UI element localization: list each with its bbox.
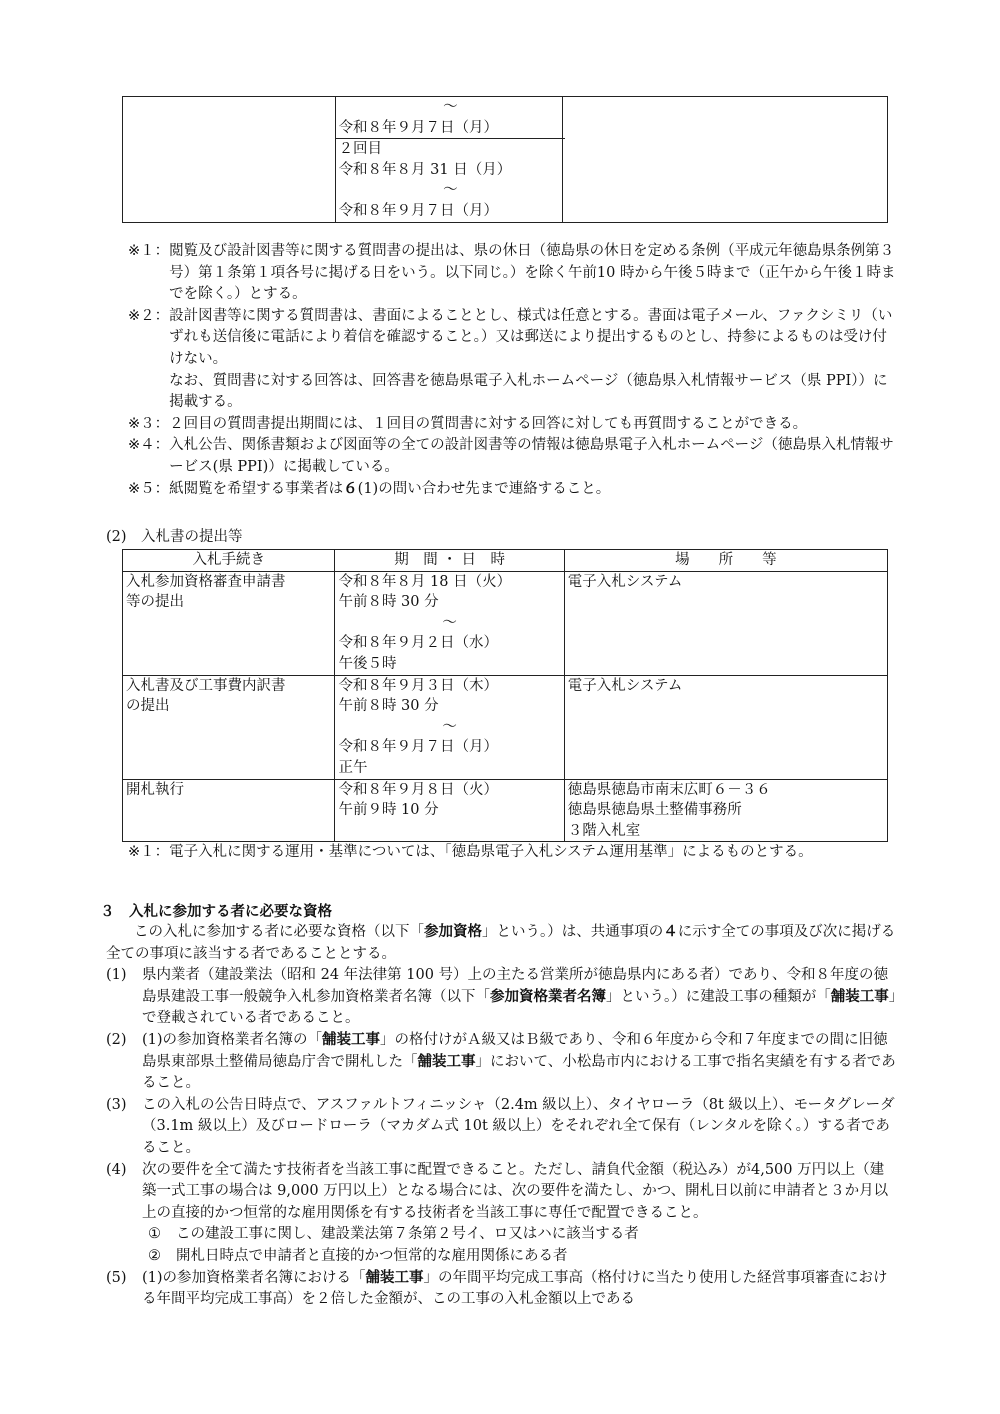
table-row bbox=[123, 571, 888, 675]
bid-submission-table bbox=[122, 549, 888, 842]
section-3-intro: この入札に参加する者に必要な資格（以下「参加資格」という。）は、共通事項の４に示す全ての事項及び次に掲げる全ての事項に該当する者であることとする。 bbox=[106, 924, 896, 962]
table1-period-cell bbox=[335, 97, 563, 223]
place-cell: 電子入札システム bbox=[564, 675, 887, 779]
note-3: ※３： ２回目の質問書提出期間には、１回目の質問書に対する回答に対しても再質問することができる。 bbox=[128, 415, 808, 432]
period-cell: 令和８年９月８日（火） 午前９時 10 分 bbox=[335, 779, 564, 842]
notes-section-1 bbox=[128, 241, 896, 500]
table-header-row bbox=[123, 550, 888, 572]
header-procedure: 入札手続き bbox=[123, 550, 335, 572]
note-5: ※５： 紙閲覧を希望する事業者は６(1)の問い合わせ先まで連絡すること。 bbox=[128, 480, 611, 497]
table1-place-cell bbox=[563, 97, 888, 223]
schedule-table-continued bbox=[122, 96, 888, 223]
table-row bbox=[123, 675, 888, 779]
section-2-heading: (2) 入札書の提出等 bbox=[106, 529, 243, 545]
notes-section-2 bbox=[128, 842, 896, 864]
period-cell: 令和８年８月 18 日（火） 午前８時 30 分 〜 令和８年９月２日（水） 午後５時 bbox=[335, 571, 564, 675]
requirement-4-sub-1: ① この建設工事に関し、建設業法第７条第２号イ、ロ又はハに該当する者 bbox=[148, 1226, 639, 1243]
procedure-cell: 入札参加資格審査申請書 等の提出 bbox=[123, 571, 335, 675]
procedure-cell: 開札執行 bbox=[123, 779, 335, 842]
requirement-4: (4) 次の要件を全て満たす技術者を当該工事に配置できること。ただし、請負代金額（税込み）が4,500 万円以上（建築一式工事の場合は 9,000 万円以上）となる場合には、次の要件を満たし、かつ、開札日以前に申請者と３か月以上の直接的かつ恒常的な雇用関係を有する技術者を当該工事に専任で配置できること。 ① この建設工事に関し、建設業法第７条第２号イ、ロ又はハに該当する者 ② 開札日時点で申請者と直接的かつ恒常的な雇用関係にある者 bbox=[106, 1160, 896, 1268]
note-electronic-bidding: ※１： 電子入札に関する運用・基準については、「徳島県電子入札システム運用基準」によるものとする。 bbox=[128, 844, 813, 860]
note-1: ※１： 閲覧及び設計図書等に関する質問書の提出は、県の休日（徳島県の休日を定める条例（平成元年徳島県条例第３号）第１条第１項各号に掲げる日をいう。以下同じ。）を除く午前10 時から午後５時まで（正午から午後１時までを除く。）とする。 bbox=[128, 243, 896, 303]
period-end: 令和８年９月７日（月） bbox=[338, 119, 499, 136]
second-round-block: ２回目 令和８年８月 31 日（月） 〜 令和８年９月７日（月） bbox=[336, 138, 566, 221]
table-row bbox=[123, 779, 888, 842]
procedure-cell: 入札書及び工事費内訳書 の提出 bbox=[123, 675, 335, 779]
table1-empty-cell bbox=[123, 97, 336, 223]
section-3-heading: ３ 入札に参加する者に必要な資格 bbox=[100, 904, 332, 920]
requirement-1: (1) 県内業者（建設業法（昭和 24 年法律第 100 号）上の主たる営業所が徳島県内にある者）であり、令和８年度の徳島県建設工事一般競争入札参加資格業者名簿（以下「参加資格業者名簿」という。）に建設工事の種類が「舗装工事」で登載されている者であること。 bbox=[106, 967, 896, 1027]
section-3-body bbox=[106, 922, 896, 1311]
place-cell: 徳島県徳島市南末広町６－３６ 徳島県徳島県土整備事務所 ３階入札室 bbox=[564, 779, 887, 842]
requirement-5: (5) (1)の参加資格業者名簿における「舗装工事」の年間平均完成工事高（格付けに当たり使用した経営事項審査における年間平均完成工事高）を２倍した金額が、この工事の入札金額以上である bbox=[106, 1269, 888, 1308]
wave-mark: 〜 bbox=[443, 99, 458, 115]
requirement-3: (3) この入札の公告日時点で、アスファルトフィニッシャ（2.4m 級以上）、タイヤローラ（8t 級以上）、モータグレーダ（3.1m 級以上）及びロードローラ（マカダム式 10t 級以上）をそれぞれ全て保有（レンタルを除く。）する者であること。 bbox=[106, 1096, 895, 1156]
period-cell: 令和８年９月３日（木） 午前８時 30 分 〜 令和８年９月７日（月） 正午 bbox=[335, 675, 564, 779]
place-cell: 電子入札システム bbox=[564, 571, 887, 675]
note-4: ※４： 入札公告、関係書類および図面等の全ての設計図書等の情報は徳島県電子入札ホームページ（徳島県入札情報サービス(県 PPI)）に掲載している。 bbox=[128, 437, 894, 475]
note-2: ※２： 設計図書等に関する質問書は、書面によることとし、様式は任意とする。書面は電子メール、ファクシミリ（いずれも送信後に電話により着信を確認すること。）又は郵送により提出するものとし、持参によるものは受け付けない。 なお、質問書に対する回答は、回答書を徳島県電子入札ホームページ（徳島県入札情報サービス（県 PPI））に掲載する。 bbox=[128, 307, 893, 411]
requirement-4-sub-2: ② 開札日時点で申請者と直接的かつ恒常的な雇用関係にある者 bbox=[148, 1247, 568, 1264]
header-period: 期 間 ・ 日 時 bbox=[335, 550, 564, 572]
header-place: 場 所 等 bbox=[564, 550, 887, 572]
requirement-2: (2) (1)の参加資格業者名簿の「舗装工事」の格付けがＡ級又はＢ級であり、令和６年度から令和７年度までの間に旧徳島県東部県土整備局徳島庁舎で開札した「舗装工事」において、小松島市内における工事で指名実績を有する者であること。 bbox=[106, 1031, 896, 1092]
